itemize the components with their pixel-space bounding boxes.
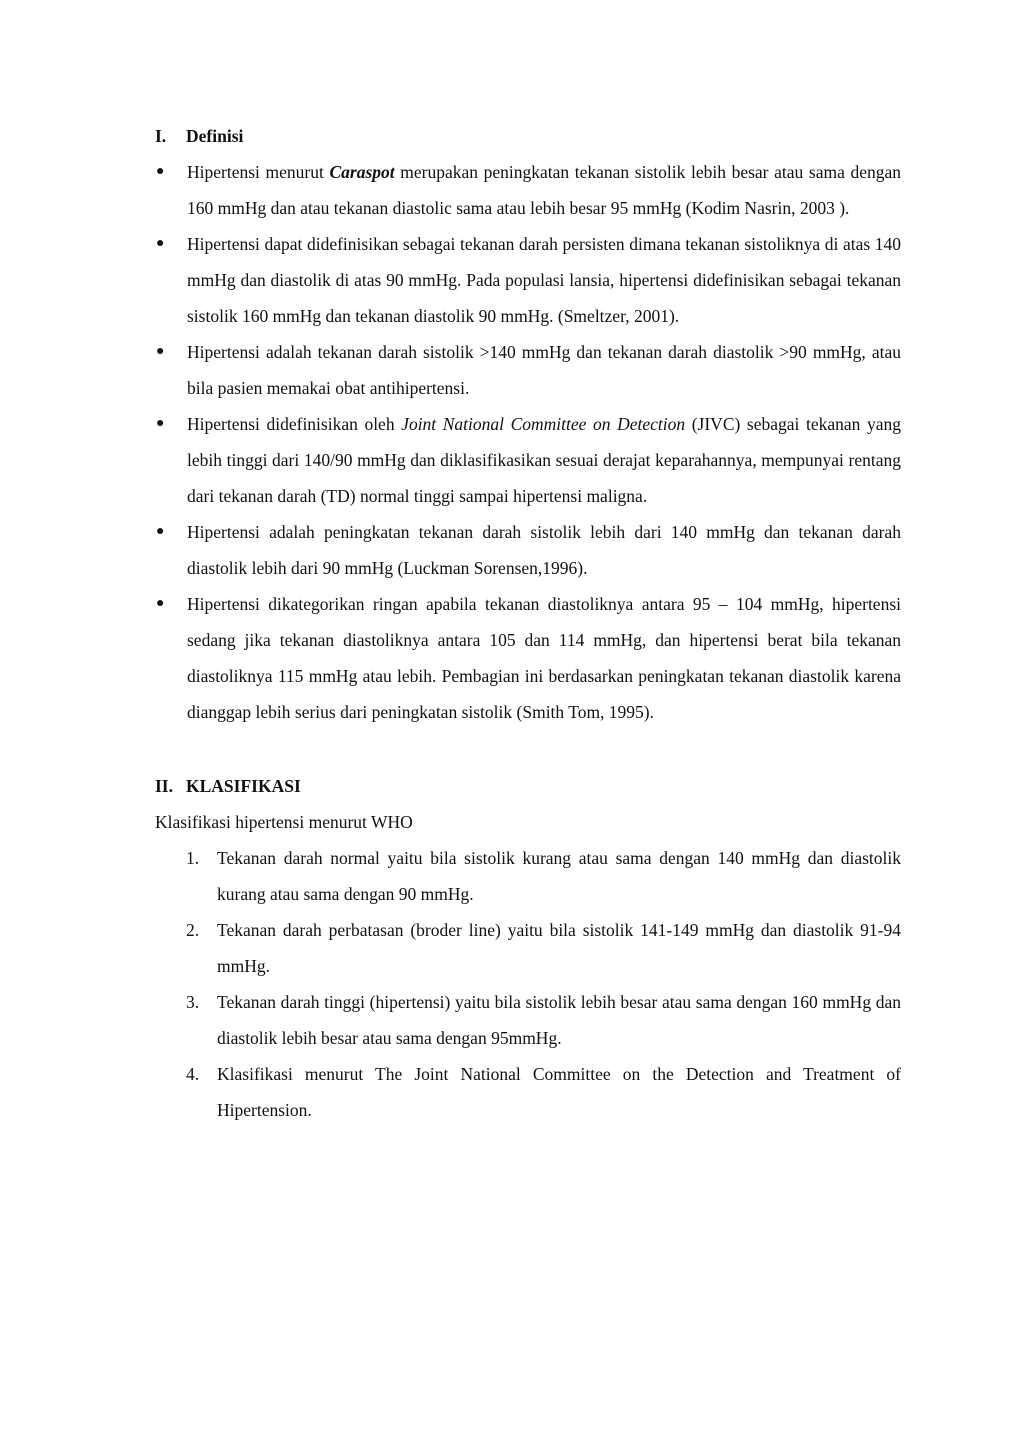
list-item-text: Hipertensi dapat didefinisikan sebagai tekanan darah persisten dimana tekanan sistoliknya di atas 140 mmHg dan diastolik di atas 90 mmHg. Pada populasi lansia, hipertensi didefinisikan sebagai tekanan sistolik 160 mmHg dan tekanan diastolik 90 mmHg. (Smeltzer, 2001).	[187, 234, 901, 326]
list-number: 1.	[186, 848, 200, 868]
classification-list	[155, 840, 901, 1128]
bullet-icon: ●	[156, 344, 165, 359]
list-item	[155, 406, 901, 514]
section-heading-klasifikasi	[155, 768, 901, 804]
section-title: KLASIFIKASI	[186, 776, 301, 796]
list-item	[155, 586, 901, 730]
list-item	[155, 840, 901, 912]
list-item-text: Hipertensi dikategorikan ringan apabila tekanan diastoliknya antara 95 – 104 mmHg, hipertensi sedang jika tekanan diastoliknya antara 105 dan 114 mmHg, dan hipertensi berat bila tekanan diastoliknya 115 mmHg atau lebih. Pembagian ini berdasarkan peningkatan tekanan diastolik karena dianggap lebih serius dari peningkatan sistolik (Smith Tom, 1995).	[187, 594, 901, 722]
section-title: Definisi	[186, 126, 244, 146]
list-item-text: Hipertensi adalah peningkatan tekanan darah sistolik lebih dari 140 mmHg dan tekanan darah diastolik lebih dari 90 mmHg (Luckman Sorensen,1996).	[187, 522, 901, 578]
list-item-text: Hipertensi adalah tekanan darah sistolik >140 mmHg dan tekanan darah diastolik >90 mmHg, atau bila pasien memakai obat antihipertensi.	[187, 342, 901, 398]
list-number: 4.	[186, 1064, 200, 1084]
list-item	[155, 1056, 901, 1128]
list-item-text: Hipertensi didefinisikan oleh Joint National Committee on Detection (JIVC) sebagai tekanan yang lebih tinggi dari 140/90 mmHg dan diklasifikasikan sesuai derajat keparahannya, mempunyai rentang dari tekanan darah (TD) normal tinggi sampai hipertensi maligna.	[187, 414, 901, 506]
list-item	[155, 912, 901, 984]
list-number: 3.	[186, 992, 200, 1012]
list-item	[155, 226, 901, 334]
list-item	[155, 334, 901, 406]
bullet-icon: ●	[156, 236, 165, 251]
list-item	[155, 514, 901, 586]
bullet-icon: ●	[156, 596, 165, 611]
bullet-icon: ●	[156, 524, 165, 539]
definition-list	[155, 154, 901, 730]
section-heading-definisi	[155, 118, 901, 154]
list-item-text: Tekanan darah normal yaitu bila sistolik kurang atau sama dengan 140 mmHg dan diastolik kurang atau sama dengan 90 mmHg.	[217, 848, 901, 904]
list-number: 2.	[186, 920, 200, 940]
list-item	[155, 984, 901, 1056]
section-spacer	[155, 730, 901, 768]
document-content	[155, 118, 901, 1128]
section-number: II.	[155, 776, 173, 796]
list-item-text: Hipertensi menurut Caraspot merupakan peningkatan tekanan sistolik lebih besar atau sama dengan 160 mmHg dan atau tekanan diastolic sama atau lebih besar 95 mmHg (Kodim Nasrin, 2003 ).	[187, 162, 902, 218]
list-item	[155, 154, 901, 226]
bullet-icon: ●	[156, 164, 165, 179]
list-item-text: Tekanan darah perbatasan (broder line) yaitu bila sistolik 141-149 mmHg dan diastolik 91-94 mmHg.	[217, 920, 901, 976]
section-intro: Klasifikasi hipertensi menurut WHO	[155, 812, 413, 832]
list-item-text: Klasifikasi menurut The Joint National Committee on the Detection and Treatment of Hipertension.	[217, 1064, 901, 1120]
list-item-text: Tekanan darah tinggi (hipertensi) yaitu bila sistolik lebih besar atau sama dengan 160 mmHg dan diastolik lebih besar atau sama dengan 95mmHg.	[217, 992, 901, 1048]
bullet-icon: ●	[156, 416, 165, 431]
section-number: I.	[155, 126, 167, 146]
